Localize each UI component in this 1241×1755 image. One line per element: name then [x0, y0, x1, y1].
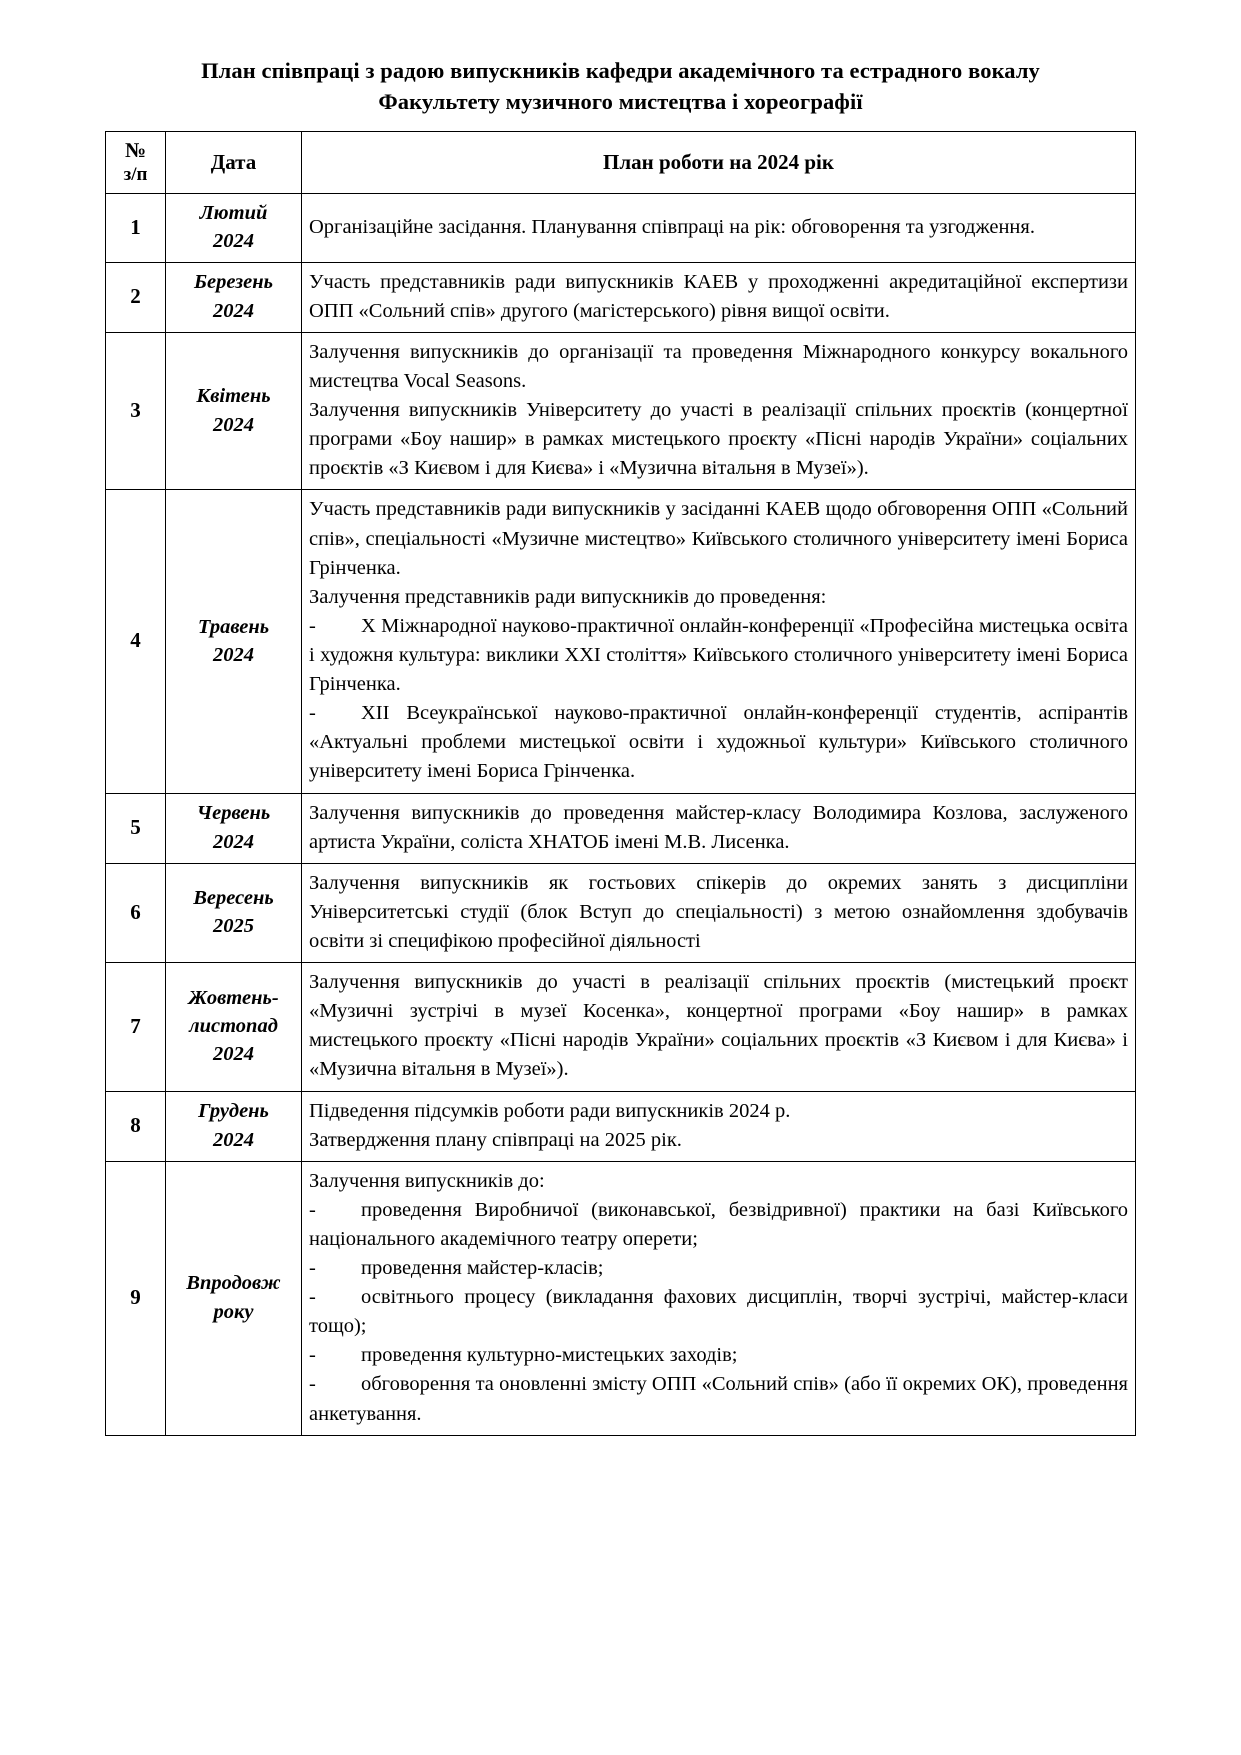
- row-date-line: Впродовж: [186, 1272, 281, 1295]
- row-date-line: 2024: [213, 1128, 254, 1151]
- row-date-line: 2024: [213, 230, 254, 253]
- row-date: [166, 863, 302, 962]
- row-date: [166, 332, 302, 490]
- plan-bullet-text: проведення майстер-класів;: [361, 1257, 604, 1280]
- plan-paragraph: Затвердження плану співпраці на 2025 рік.: [309, 1128, 682, 1151]
- bullet-dash-marker: -: [309, 1286, 316, 1309]
- plan-paragraph: Залучення випускників до проведення майстер-класу Володимира Козлова, заслуженого артиста України, соліста ХНАТОБ імені М.В. Лисенка.: [309, 801, 1128, 853]
- row-number: 1: [106, 194, 166, 263]
- plan-bullet-text: обговорення та оновленні змісту ОПП «Сольний спів» (або її окремих ОК), проведення анкетування.: [309, 1373, 1128, 1425]
- row-date-line: Грудень: [198, 1100, 269, 1123]
- table-row: [106, 1091, 1136, 1161]
- bullet-dash-marker: -: [309, 614, 316, 637]
- row-date-line: 2024: [213, 299, 254, 322]
- row-date: [166, 963, 302, 1091]
- plan-paragraph: Залучення випускників Університету до участі в реалізації спільних проєктів (концертної програми «Боу нашир» в рамках мистецького проєкту «Пісні народів України» соціальних проєктів «З Києвом і для Києва» і «Музична вітальня в Музеї»).: [309, 399, 1128, 480]
- bullet-dash-marker: -: [309, 1344, 316, 1367]
- row-plan-content: [302, 490, 1136, 793]
- plan-paragraph: Залучення випускників до організації та проведення Міжнародного конкурсу вокального мистецтва Vocal Seasons.: [309, 340, 1128, 392]
- table-row: [106, 793, 1136, 863]
- row-plan-content: [302, 863, 1136, 962]
- plan-bullet-item: [309, 1196, 1128, 1254]
- row-number: 6: [106, 863, 166, 962]
- cooperation-plan-table: [105, 131, 1136, 1436]
- row-date-line: Березень: [193, 271, 274, 294]
- column-header-date: Дата: [166, 132, 302, 194]
- plan-bullet-item: [309, 1341, 1128, 1370]
- table-row: [106, 1161, 1136, 1435]
- table-row: [106, 332, 1136, 490]
- row-plan-content: [302, 793, 1136, 863]
- plan-bullet-item: [309, 1370, 1128, 1428]
- plan-paragraph: Залучення випускників як гостьових спікерів до окремих занять з дисципліни Університетські студії (блок Вступ до спеціальності) з метою ознайомлення здобувачів освіти зі специфікою професійної діяльності: [309, 871, 1128, 952]
- plan-paragraph: Залучення представників ради випускників до проведення:: [309, 585, 827, 608]
- column-header-number-main: №: [124, 138, 147, 163]
- plan-bullet-text: проведення культурно-мистецьких заходів;: [361, 1344, 738, 1367]
- table-row: [106, 490, 1136, 793]
- row-plan-content: [302, 194, 1136, 263]
- row-number: 9: [106, 1161, 166, 1435]
- plan-paragraph: Підведення підсумків роботи ради випускників 2024 р.: [309, 1099, 791, 1122]
- row-date-line: Квітень: [196, 385, 271, 408]
- column-header-number-sub: з/п: [123, 164, 148, 186]
- column-header-plan: План роботи на 2024 рік: [302, 132, 1136, 194]
- row-plan-content: [302, 963, 1136, 1091]
- page-title: [48, 55, 1193, 117]
- row-date: [166, 1161, 302, 1435]
- plan-bullet-text: X Міжнародної науково-практичної онлайн-конференції «Професійна мистецька освіта і художня культура: виклики XXI століття» Київського столичного університету імені Бориса Грінченка.: [309, 614, 1128, 696]
- row-date: [166, 194, 302, 263]
- row-date: [166, 490, 302, 793]
- row-date-line: року: [213, 1300, 254, 1323]
- table-row: [106, 262, 1136, 332]
- table-row: [106, 863, 1136, 962]
- row-date-line: 2024: [213, 643, 254, 666]
- bullet-dash-marker: -: [309, 1198, 316, 1221]
- row-date-line: 2024: [213, 413, 254, 436]
- row-date-line: 2024: [213, 1043, 254, 1066]
- bullet-dash-marker: -: [309, 702, 316, 725]
- row-date-line: Травень: [197, 615, 270, 638]
- row-date-line: Жовтень-: [188, 986, 279, 1009]
- table-header-row: [106, 132, 1136, 194]
- row-date-line: 2024: [213, 830, 254, 853]
- row-number: 8: [106, 1091, 166, 1161]
- column-header-number: [106, 132, 166, 194]
- row-plan-content: [302, 332, 1136, 490]
- table-body: [106, 194, 1136, 1436]
- page-title-line-1: План співпраці з радою випускників кафедри академічного та естрадного вокалу: [201, 58, 1040, 83]
- bullet-dash-marker: -: [309, 1257, 316, 1280]
- row-number: 7: [106, 963, 166, 1091]
- plan-paragraph: Участь представників ради випускників КАЕВ у проходженні акредитаційної експертизи ОПП «Сольний спів» другого (магістерського) рівня вищої освіти.: [309, 270, 1128, 322]
- row-date-line: 2025: [213, 915, 254, 938]
- row-date-line: Лютий: [199, 202, 268, 225]
- plan-paragraph: Залучення випускників до участі в реалізації спільних проєктів (мистецький проєкт «Музичні зустрічі в музеї Косенка», концертної програми «Боу нашир» в рамках мистецького проєкту «Пісні народів України» соціальних проєктів «З Києвом і для Києва» і «Музична вітальня в Музеї»).: [309, 971, 1128, 1081]
- row-number: 5: [106, 793, 166, 863]
- plan-paragraph: Залучення випускників до:: [309, 1169, 545, 1192]
- plan-bullet-text: XII Всеукраїнської науково-практичної онлайн-конференції студентів, аспірантів «Актуальні проблеми мистецької освіти і художньої культури» Київського столичного університету імені Бориса Грінченка.: [309, 702, 1128, 783]
- plan-bullet-item: [309, 1283, 1128, 1341]
- row-date-line: листопад: [189, 1015, 278, 1038]
- plan-paragraph: Організаційне засідання. Планування співпраці на рік: обговорення та узгодження.: [309, 215, 1035, 238]
- plan-bullet-item: [309, 699, 1128, 786]
- plan-bullet-text: освітнього процесу (викладання фахових дисциплін, творчі зустрічі, майстер-класи тощо);: [309, 1286, 1128, 1338]
- row-date-line: Вересень: [193, 887, 274, 910]
- row-date: [166, 262, 302, 332]
- row-plan-content: [302, 1161, 1136, 1435]
- row-date: [166, 1091, 302, 1161]
- plan-bullet-item: [309, 1254, 1128, 1283]
- plan-bullet-text: проведення Виробничої (виконавської, безвідривної) практики на базі Київського національного академічного театру оперети;: [309, 1198, 1128, 1250]
- page-title-line-2: Факультету музичного мистецтва і хореографії: [378, 89, 863, 115]
- table-row: [106, 194, 1136, 263]
- row-number: 2: [106, 262, 166, 332]
- row-plan-content: [302, 1091, 1136, 1161]
- plan-bullet-item: [309, 612, 1128, 699]
- table-row: [106, 963, 1136, 1091]
- bullet-dash-marker: -: [309, 1373, 316, 1396]
- row-plan-content: [302, 262, 1136, 332]
- row-date-line: Червень: [196, 802, 271, 825]
- row-number: 4: [106, 490, 166, 793]
- plan-paragraph: Участь представників ради випускників у засіданні КАЕВ щодо обговорення ОПП «Сольний спів», спеціальності «Музичне мистецтво» Київського столичного університету імені Бориса Грінченка.: [309, 498, 1128, 579]
- row-number: 3: [106, 332, 166, 490]
- row-date: [166, 793, 302, 863]
